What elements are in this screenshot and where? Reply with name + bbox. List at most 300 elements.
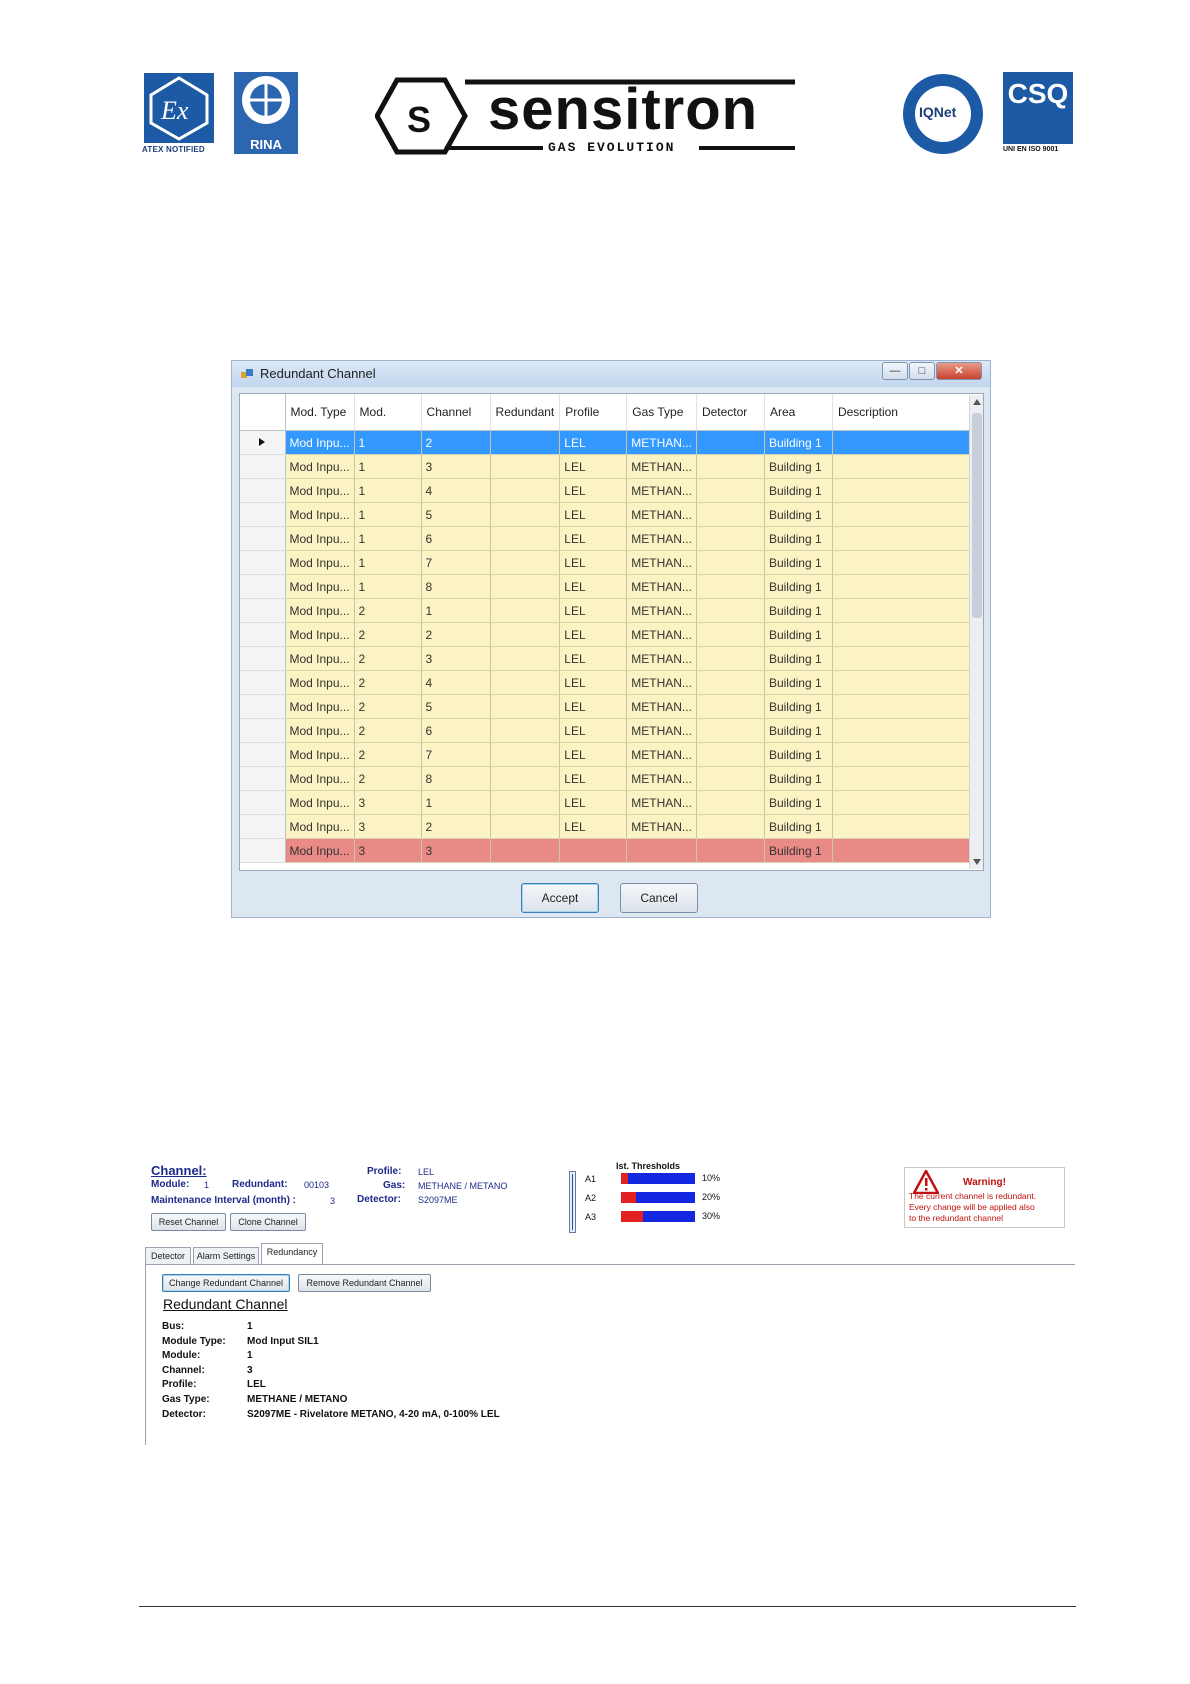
dialog-titlebar[interactable]: [232, 361, 990, 387]
atex-ex-icon: [144, 73, 214, 143]
table-cell[interactable]: LEL: [560, 767, 627, 791]
table-cell[interactable]: [490, 431, 560, 455]
table-cell[interactable]: [490, 791, 560, 815]
iqnet-inner-circle: [915, 86, 971, 142]
detail-value: METHANE / METANO: [247, 1394, 348, 1405]
scroll-down-icon[interactable]: [972, 858, 982, 866]
table-cell[interactable]: 2: [354, 623, 421, 647]
tab-strip-line: [145, 1264, 1075, 1265]
rina-logo: [234, 72, 298, 154]
table-cell[interactable]: [490, 695, 560, 719]
iqnet-logo: [903, 74, 983, 154]
table-cell[interactable]: 8: [421, 767, 490, 791]
table-cell[interactable]: [832, 599, 972, 623]
table-cell[interactable]: METHAN...: [627, 527, 697, 551]
threshold-bar: [621, 1211, 695, 1222]
close-icon: ✕: [954, 365, 964, 377]
table-cell[interactable]: METHAN...: [627, 431, 697, 455]
table-cell[interactable]: LEL: [560, 647, 627, 671]
brand-tagline: GAS EVOLUTION: [548, 140, 676, 155]
table-row[interactable]: [240, 815, 972, 839]
detector-label: Detector:: [357, 1194, 401, 1205]
table-row[interactable]: [240, 527, 972, 551]
table-cell[interactable]: [832, 527, 972, 551]
row-header[interactable]: [240, 767, 285, 791]
table-cell[interactable]: 8: [421, 575, 490, 599]
table-cell[interactable]: [696, 719, 764, 743]
table-cell[interactable]: [832, 791, 972, 815]
table-cell[interactable]: Mod Inpu...: [285, 623, 354, 647]
atex-caption: ATEX NOTIFIED: [142, 145, 205, 154]
table-cell[interactable]: [696, 455, 764, 479]
table-cell[interactable]: [696, 695, 764, 719]
table-cell[interactable]: METHAN...: [627, 719, 697, 743]
table-cell[interactable]: 2: [354, 599, 421, 623]
column-header[interactable]: Gas Type: [627, 394, 697, 431]
detail-label: Module:: [162, 1350, 201, 1362]
threshold-value: 20%: [702, 1192, 721, 1202]
table-cell[interactable]: [490, 647, 560, 671]
table-cell[interactable]: Mod Inpu...: [285, 503, 354, 527]
row-header[interactable]: [240, 551, 285, 575]
detail-value: S2097ME - Rivelatore METANO, 4-20 mA, 0-100% LEL: [247, 1408, 500, 1420]
table-cell[interactable]: 1: [354, 479, 421, 503]
table-cell[interactable]: Building 1: [764, 767, 832, 791]
table-cell[interactable]: METHAN...: [627, 695, 697, 719]
table-cell[interactable]: LEL: [560, 551, 627, 575]
table-cell[interactable]: Building 1: [764, 791, 832, 815]
table-cell[interactable]: Building 1: [764, 503, 832, 527]
column-header[interactable]: Redundant: [490, 394, 560, 431]
table-cell[interactable]: LEL: [560, 815, 627, 839]
cancel-button[interactable]: Cancel: [620, 883, 698, 913]
table-cell[interactable]: Building 1: [764, 527, 832, 551]
row-header[interactable]: [240, 503, 285, 527]
threshold-bar-fill: [621, 1173, 628, 1184]
table-cell[interactable]: [832, 719, 972, 743]
table-cell[interactable]: METHAN...: [627, 551, 697, 575]
redundant-channel-dialog: [231, 360, 991, 918]
table-cell[interactable]: 1: [421, 791, 490, 815]
row-header[interactable]: [240, 431, 285, 455]
table-cell[interactable]: 6: [421, 527, 490, 551]
module-value: 1: [204, 1180, 210, 1190]
table-cell[interactable]: Mod Inpu...: [285, 695, 354, 719]
table-cell[interactable]: Mod Inpu...: [285, 479, 354, 503]
table-cell[interactable]: 3: [421, 647, 490, 671]
column-header[interactable]: Mod. Type: [285, 394, 354, 431]
dialog-app-icon: [240, 367, 254, 381]
close-button[interactable]: [936, 362, 982, 380]
table-cell[interactable]: 6: [421, 719, 490, 743]
table-cell[interactable]: [696, 575, 764, 599]
row-header[interactable]: [240, 743, 285, 767]
table-cell[interactable]: 2: [421, 623, 490, 647]
row-header[interactable]: [240, 815, 285, 839]
table-cell[interactable]: Building 1: [764, 647, 832, 671]
channel-grid[interactable]: [239, 393, 984, 871]
channel-title: Channel:: [151, 1163, 207, 1178]
warning-title: Warning!: [963, 1177, 1006, 1188]
row-header[interactable]: [240, 575, 285, 599]
iqnet-text: IQNet: [919, 104, 957, 120]
table-cell[interactable]: [627, 839, 697, 863]
table-cell[interactable]: Mod Inpu...: [285, 551, 354, 575]
table-cell[interactable]: [832, 431, 972, 455]
table-cell[interactable]: 2: [354, 719, 421, 743]
thresholds-title: Ist. Thresholds: [616, 1161, 681, 1171]
table-cell[interactable]: Building 1: [764, 575, 832, 599]
table-cell[interactable]: [696, 527, 764, 551]
row-header[interactable]: [240, 695, 285, 719]
table-cell[interactable]: [490, 527, 560, 551]
svg-text:S: S: [407, 99, 432, 140]
maintenance-label: Maintenance Interval (month) :: [151, 1195, 297, 1206]
table-cell[interactable]: Building 1: [764, 479, 832, 503]
table-cell[interactable]: 2: [354, 647, 421, 671]
column-header[interactable]: Description: [832, 394, 972, 431]
row-header[interactable]: [240, 455, 285, 479]
table-cell[interactable]: [832, 767, 972, 791]
table-cell[interactable]: METHAN...: [627, 743, 697, 767]
table-cell[interactable]: 1: [421, 599, 490, 623]
row-header[interactable]: [240, 623, 285, 647]
detector-value: S2097ME: [418, 1195, 458, 1205]
threshold-bar-fill: [621, 1211, 643, 1222]
row-pointer-icon: [258, 437, 266, 447]
threshold-slider-track: [572, 1174, 573, 1230]
table-cell[interactable]: Building 1: [764, 599, 832, 623]
table-row[interactable]: [240, 623, 972, 647]
table-cell[interactable]: [696, 743, 764, 767]
table-cell[interactable]: [832, 551, 972, 575]
table-cell[interactable]: 4: [421, 671, 490, 695]
gas-value: METHANE / METANO: [418, 1181, 508, 1191]
table-row[interactable]: [240, 671, 972, 695]
redundant-channel-heading: Redundant Channel: [163, 1296, 288, 1312]
tab-redundancy[interactable]: Redundancy: [261, 1243, 323, 1265]
table-cell[interactable]: [560, 839, 627, 863]
row-header[interactable]: [240, 839, 285, 863]
minimize-button[interactable]: [882, 362, 908, 380]
profile-value: LEL: [418, 1167, 435, 1177]
table-row[interactable]: [240, 479, 972, 503]
table-cell[interactable]: [696, 671, 764, 695]
table-cell[interactable]: LEL: [560, 431, 627, 455]
detail-value: Mod Input SIL1: [247, 1335, 319, 1347]
table-row[interactable]: [240, 599, 972, 623]
table-cell[interactable]: 5: [421, 695, 490, 719]
table-cell[interactable]: [490, 599, 560, 623]
table-cell[interactable]: [696, 839, 764, 863]
table-cell[interactable]: [490, 551, 560, 575]
table-cell[interactable]: METHAN...: [627, 479, 697, 503]
maximize-button[interactable]: [909, 362, 935, 380]
table-row[interactable]: [240, 503, 972, 527]
table-cell[interactable]: [490, 815, 560, 839]
table-cell[interactable]: [696, 479, 764, 503]
row-header[interactable]: [240, 479, 285, 503]
table-cell[interactable]: 4: [421, 479, 490, 503]
change-redundant-channel-button[interactable]: Change Redundant Channel: [162, 1274, 290, 1292]
profile-label: Profile:: [367, 1166, 402, 1177]
table-cell[interactable]: Building 1: [764, 623, 832, 647]
table-cell[interactable]: [696, 791, 764, 815]
table-cell[interactable]: 7: [421, 743, 490, 767]
table-cell[interactable]: Mod Inpu...: [285, 455, 354, 479]
vertical-scrollbar[interactable]: [969, 395, 984, 869]
detail-label: Gas Type:: [162, 1394, 210, 1405]
table-cell[interactable]: [696, 815, 764, 839]
table-row[interactable]: [240, 767, 972, 791]
table-cell[interactable]: LEL: [560, 455, 627, 479]
header-row: [240, 394, 972, 431]
table-cell[interactable]: LEL: [560, 527, 627, 551]
table-cell[interactable]: METHAN...: [627, 791, 697, 815]
detail-label: Module Type:: [162, 1335, 226, 1347]
table-cell[interactable]: 2: [421, 815, 490, 839]
threshold-value: 10%: [702, 1173, 721, 1183]
table-cell[interactable]: LEL: [560, 671, 627, 695]
row-header[interactable]: [240, 671, 285, 695]
table-cell[interactable]: Mod Inpu...: [285, 599, 354, 623]
table-cell[interactable]: Building 1: [764, 719, 832, 743]
table-cell[interactable]: Mod Inpu...: [285, 791, 354, 815]
table-cell[interactable]: LEL: [560, 695, 627, 719]
column-header[interactable]: Profile: [560, 394, 627, 431]
table-cell[interactable]: 2: [354, 695, 421, 719]
table-cell[interactable]: LEL: [560, 575, 627, 599]
table-cell[interactable]: Building 1: [764, 551, 832, 575]
row-header-corner: [240, 394, 285, 431]
table-cell[interactable]: Mod Inpu...: [285, 743, 354, 767]
threshold-name: A2: [585, 1193, 597, 1203]
table-cell[interactable]: METHAN...: [627, 503, 697, 527]
table-cell[interactable]: Mod Inpu...: [285, 671, 354, 695]
accept-button[interactable]: Accept: [521, 883, 599, 913]
table-cell[interactable]: [696, 551, 764, 575]
table-cell[interactable]: [490, 503, 560, 527]
table-cell[interactable]: Building 1: [764, 743, 832, 767]
detail-label: Channel:: [162, 1364, 205, 1376]
table-cell[interactable]: Mod Inpu...: [285, 527, 354, 551]
atex-ex-logo: [144, 73, 214, 143]
table-cell[interactable]: 3: [421, 455, 490, 479]
table-cell[interactable]: Building 1: [764, 815, 832, 839]
table-cell[interactable]: [832, 839, 972, 863]
table-cell[interactable]: [832, 671, 972, 695]
rina-caption: RINA: [250, 137, 282, 152]
table-cell[interactable]: Building 1: [764, 455, 832, 479]
table-row[interactable]: [240, 839, 972, 863]
svg-text:Ex: Ex: [161, 96, 189, 125]
table-cell[interactable]: METHAN...: [627, 815, 697, 839]
table-cell[interactable]: [832, 623, 972, 647]
channel-table: [240, 394, 973, 863]
table-cell[interactable]: [696, 431, 764, 455]
table-row[interactable]: [240, 719, 972, 743]
remove-redundant-channel-button[interactable]: Remove Redundant Channel: [298, 1274, 431, 1292]
table-cell[interactable]: [832, 815, 972, 839]
table-cell[interactable]: [832, 575, 972, 599]
column-header[interactable]: Detector: [696, 394, 764, 431]
threshold-slider[interactable]: [569, 1171, 576, 1233]
table-cell[interactable]: 1: [354, 551, 421, 575]
redundant-value: 00103: [304, 1180, 330, 1190]
table-cell[interactable]: Mod Inpu...: [285, 719, 354, 743]
table-cell[interactable]: Mod Inpu...: [285, 647, 354, 671]
table-cell[interactable]: 2: [354, 767, 421, 791]
detail-value: 1: [247, 1350, 253, 1362]
detail-label: Detector:: [162, 1408, 206, 1420]
table-row[interactable]: [240, 455, 972, 479]
table-cell[interactable]: [490, 743, 560, 767]
clone-channel-button[interactable]: Clone Channel: [230, 1213, 306, 1231]
table-cell[interactable]: [490, 455, 560, 479]
table-cell[interactable]: [832, 455, 972, 479]
row-header[interactable]: [240, 599, 285, 623]
table-row[interactable]: [240, 431, 972, 455]
warning-box: [904, 1167, 1065, 1228]
row-header[interactable]: [240, 647, 285, 671]
threshold-value: 30%: [702, 1211, 721, 1221]
tab-detector[interactable]: Detector: [145, 1247, 191, 1264]
table-cell[interactable]: 2: [354, 671, 421, 695]
detail-value: 1: [247, 1321, 253, 1332]
threshold-bar: [621, 1173, 695, 1184]
channel-table-body: [240, 431, 972, 863]
table-row[interactable]: [240, 647, 972, 671]
table-cell[interactable]: 1: [354, 575, 421, 599]
maintenance-value: 3: [330, 1196, 336, 1206]
table-row[interactable]: [240, 791, 972, 815]
table-cell[interactable]: [696, 503, 764, 527]
column-header[interactable]: Channel: [421, 394, 490, 431]
table-row[interactable]: [240, 743, 972, 767]
table-cell[interactable]: METHAN...: [627, 671, 697, 695]
threshold-name: A3: [585, 1212, 597, 1222]
table-cell[interactable]: METHAN...: [627, 575, 697, 599]
warning-line: The current channel is redundant.: [909, 1191, 1037, 1201]
table-row[interactable]: [240, 695, 972, 719]
threshold-bar: [621, 1192, 695, 1203]
table-cell[interactable]: LEL: [560, 599, 627, 623]
table-cell[interactable]: Mod Inpu...: [285, 431, 354, 455]
detail-label: Profile:: [162, 1379, 197, 1391]
table-cell[interactable]: LEL: [560, 503, 627, 527]
csq-caption: UNI EN ISO 9001: [1003, 146, 1059, 153]
table-cell[interactable]: 2: [421, 431, 490, 455]
brand-name: sensitron: [488, 77, 759, 142]
scrollbar-thumb[interactable]: [972, 413, 982, 618]
table-cell[interactable]: Mod Inpu...: [285, 575, 354, 599]
table-cell[interactable]: [490, 479, 560, 503]
table-cell[interactable]: LEL: [560, 623, 627, 647]
table-cell[interactable]: 7: [421, 551, 490, 575]
table-cell[interactable]: [696, 599, 764, 623]
detail-value: 3: [247, 1364, 253, 1376]
table-cell[interactable]: 1: [354, 455, 421, 479]
table-cell[interactable]: 1: [354, 431, 421, 455]
scroll-up-icon[interactable]: [972, 398, 982, 406]
table-row[interactable]: [240, 575, 972, 599]
table-cell[interactable]: Building 1: [764, 839, 832, 863]
column-header[interactable]: Mod.: [354, 394, 421, 431]
dialog-title: Redundant Channel: [260, 366, 376, 381]
table-cell[interactable]: Building 1: [764, 671, 832, 695]
table-cell[interactable]: Mod Inpu...: [285, 815, 354, 839]
table-cell[interactable]: [696, 647, 764, 671]
tab-alarm-settings[interactable]: Alarm Settings: [193, 1247, 259, 1264]
table-cell[interactable]: 1: [354, 503, 421, 527]
table-cell[interactable]: LEL: [560, 719, 627, 743]
table-cell[interactable]: Mod Inpu...: [285, 767, 354, 791]
table-cell[interactable]: [490, 623, 560, 647]
gas-label: Gas:: [383, 1180, 406, 1191]
table-cell[interactable]: METHAN...: [627, 647, 697, 671]
table-cell[interactable]: [490, 767, 560, 791]
warning-message: [909, 1191, 1036, 1224]
column-header[interactable]: Area: [764, 394, 832, 431]
table-cell[interactable]: METHAN...: [627, 623, 697, 647]
rina-emblem-icon: [234, 72, 298, 132]
table-cell[interactable]: Building 1: [764, 695, 832, 719]
table-cell[interactable]: [696, 767, 764, 791]
table-cell[interactable]: 3: [354, 815, 421, 839]
table-cell[interactable]: Mod Inpu...: [285, 839, 354, 863]
redundant-label: Redundant:: [232, 1179, 288, 1190]
table-cell[interactable]: [490, 719, 560, 743]
table-cell[interactable]: [490, 839, 560, 863]
warning-line: Every change will be applied also: [909, 1202, 1035, 1212]
table-cell[interactable]: [832, 479, 972, 503]
threshold-name: A1: [585, 1174, 597, 1184]
module-label: Module:: [151, 1179, 190, 1190]
table-cell[interactable]: 3: [354, 839, 421, 863]
table-cell[interactable]: METHAN...: [627, 455, 697, 479]
table-cell[interactable]: [832, 743, 972, 767]
table-cell[interactable]: Building 1: [764, 431, 832, 455]
warning-line: to the redundant channel: [909, 1213, 1004, 1223]
table-cell[interactable]: [832, 647, 972, 671]
minimize-icon: —: [889, 365, 901, 377]
table-cell[interactable]: METHAN...: [627, 599, 697, 623]
row-header[interactable]: [240, 791, 285, 815]
csq-logo: CSQ: [1003, 72, 1073, 144]
table-cell[interactable]: LEL: [560, 791, 627, 815]
table-cell[interactable]: [832, 695, 972, 719]
table-cell[interactable]: LEL: [560, 743, 627, 767]
table-cell[interactable]: LEL: [560, 479, 627, 503]
table-cell[interactable]: 3: [421, 839, 490, 863]
table-cell[interactable]: [832, 503, 972, 527]
row-header[interactable]: [240, 527, 285, 551]
table-cell[interactable]: METHAN...: [627, 767, 697, 791]
table-cell[interactable]: 1: [354, 527, 421, 551]
reset-channel-button[interactable]: Reset Channel: [151, 1213, 226, 1231]
table-cell[interactable]: 2: [354, 743, 421, 767]
table-cell[interactable]: [490, 575, 560, 599]
detail-value: LEL: [247, 1379, 266, 1391]
table-cell[interactable]: 3: [354, 791, 421, 815]
table-cell[interactable]: [490, 671, 560, 695]
table-row[interactable]: [240, 551, 972, 575]
row-header[interactable]: [240, 719, 285, 743]
footer-rule: [139, 1606, 1076, 1607]
table-cell[interactable]: 5: [421, 503, 490, 527]
threshold-bar-fill: [621, 1192, 636, 1203]
table-cell[interactable]: [696, 623, 764, 647]
